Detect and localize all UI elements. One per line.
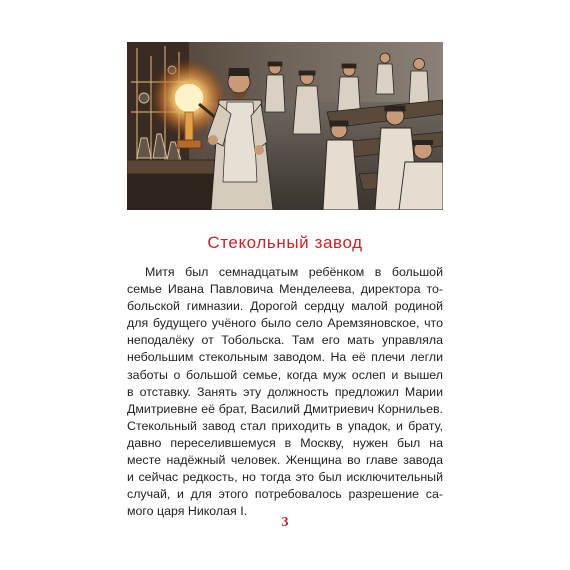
text-line: месте надёжный человек. Женщина во главе завода	[127, 453, 443, 468]
illustration-svg	[127, 42, 443, 210]
text-line: больской гимназии. Дорогой сердцу малой родиной	[127, 299, 443, 314]
text-line: для будущего учёного было село Аремзяновское, что	[127, 316, 443, 331]
text-line: заботы о большой семье, когда муж ослеп и вышел	[127, 367, 443, 382]
text-line: и сейчас редкость, но тогда это был исключительный	[127, 470, 443, 485]
text-line: давно переселившемуся в Москву, нужен был на	[127, 435, 443, 450]
text-line: случай, и для этого потребовалось разрешение са-	[127, 487, 443, 502]
text-line: небольшим стекольным заводом. На её плечи легли	[127, 350, 443, 365]
text-line: в отставку. Занять эту должность предложил Марии	[127, 384, 443, 399]
text-line: мого царя Николая I.	[127, 504, 248, 519]
body-paragraph	[127, 264, 443, 520]
chapter-title: Стекольный завод	[207, 233, 363, 252]
glass-factory-illustration	[127, 42, 443, 210]
page-number: 3	[281, 515, 289, 530]
text-line: неподалёку от Тобольска. Там его мать управляла	[127, 333, 443, 348]
text-line: семье Ивана Павловича Менделеева, директора то-	[127, 282, 443, 297]
text-line: Дмитриевне её брат, Василий Дмитриевич Корнильев.	[127, 401, 443, 416]
text-line: Митя был семнадцатым ребёнком в большой	[145, 265, 443, 279]
text-line: Стекольный завод стал приходить в упадок, и брату,	[127, 418, 443, 433]
